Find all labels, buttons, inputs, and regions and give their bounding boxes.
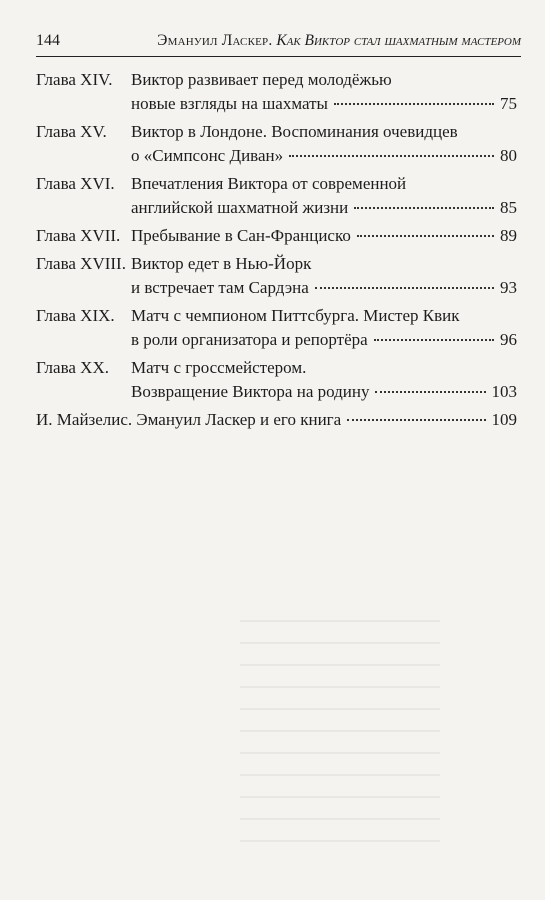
toc-page-number: 75 — [500, 94, 517, 113]
toc-entry-title: Возвращение Виктора на родину — [131, 382, 370, 401]
toc-page-number: 85 — [500, 198, 517, 217]
running-header — [36, 30, 521, 57]
toc-chapter-label: Глава XIX. — [36, 306, 115, 325]
toc-entry — [36, 356, 517, 404]
toc-entry-title: Виктор едет в Нью-Йорк — [131, 254, 312, 273]
toc-chapter-label: Глава XVII. — [36, 226, 121, 245]
dot-leader — [334, 102, 494, 105]
toc-entry-title: Матч с гроссмейстером. — [131, 358, 307, 377]
show-through-texture — [240, 620, 440, 850]
running-title — [157, 32, 521, 50]
toc-entry-title: Пребывание в Сан-Франциско — [131, 226, 351, 245]
header-book-title: Как Виктор стал шахматным мастером — [276, 32, 521, 49]
toc-page-number: 96 — [500, 330, 517, 349]
dot-leader — [357, 234, 494, 237]
dot-leader — [374, 338, 494, 341]
toc-page-number: 89 — [500, 226, 517, 245]
toc-page-number: 103 — [491, 382, 517, 401]
toc-entry-title: о «Симпсонс Диван» — [131, 146, 284, 165]
toc-entry — [36, 408, 517, 432]
header-author: Эмануил Ласкер. — [157, 32, 273, 49]
toc-entry — [36, 120, 517, 168]
toc-entry — [36, 172, 517, 220]
toc-entry-title: новые взгляды на шахматы — [131, 94, 328, 113]
toc-page-number: 109 — [491, 410, 517, 429]
toc-entry — [36, 304, 517, 352]
dot-leader — [375, 390, 485, 393]
toc-entry-title: Виктор в Лондоне. Воспоминания очевидцев — [131, 122, 458, 141]
dot-leader — [289, 154, 494, 157]
dot-leader — [347, 418, 485, 421]
page-number: 144 — [36, 32, 60, 49]
toc-page-number: 93 — [500, 278, 517, 297]
toc-entry-title: Виктор развивает перед молодёжью — [131, 70, 392, 89]
toc-entry-title: И. Майзелис. Эмануил Ласкер и его книга — [36, 410, 342, 429]
toc-entry-title: Матч с чемпионом Питтсбурга. Мистер Квик — [131, 306, 460, 325]
toc-page-number: 80 — [500, 146, 517, 165]
toc-entry-title: Впечатления Виктора от современной — [131, 174, 407, 193]
toc-chapter-label: Глава XV. — [36, 122, 107, 141]
toc-chapter-label: Глава XX. — [36, 358, 109, 377]
toc-entry-title: и встречает там Сардэна — [131, 278, 309, 297]
toc-chapter-label: Глава XVIII. — [36, 254, 126, 273]
dot-leader — [354, 206, 494, 209]
toc-entry-title: в роли организатора и репортёра — [131, 330, 368, 349]
dot-leader — [315, 286, 494, 289]
table-of-contents — [36, 68, 517, 432]
toc-entry-title: английской шахматной жизни — [131, 198, 349, 217]
toc-chapter-label: Глава XIV. — [36, 70, 113, 89]
toc-chapter-label: Глава XVI. — [36, 174, 115, 193]
toc-entry — [36, 68, 517, 116]
toc-entry — [36, 252, 517, 300]
toc-entry — [36, 224, 517, 248]
